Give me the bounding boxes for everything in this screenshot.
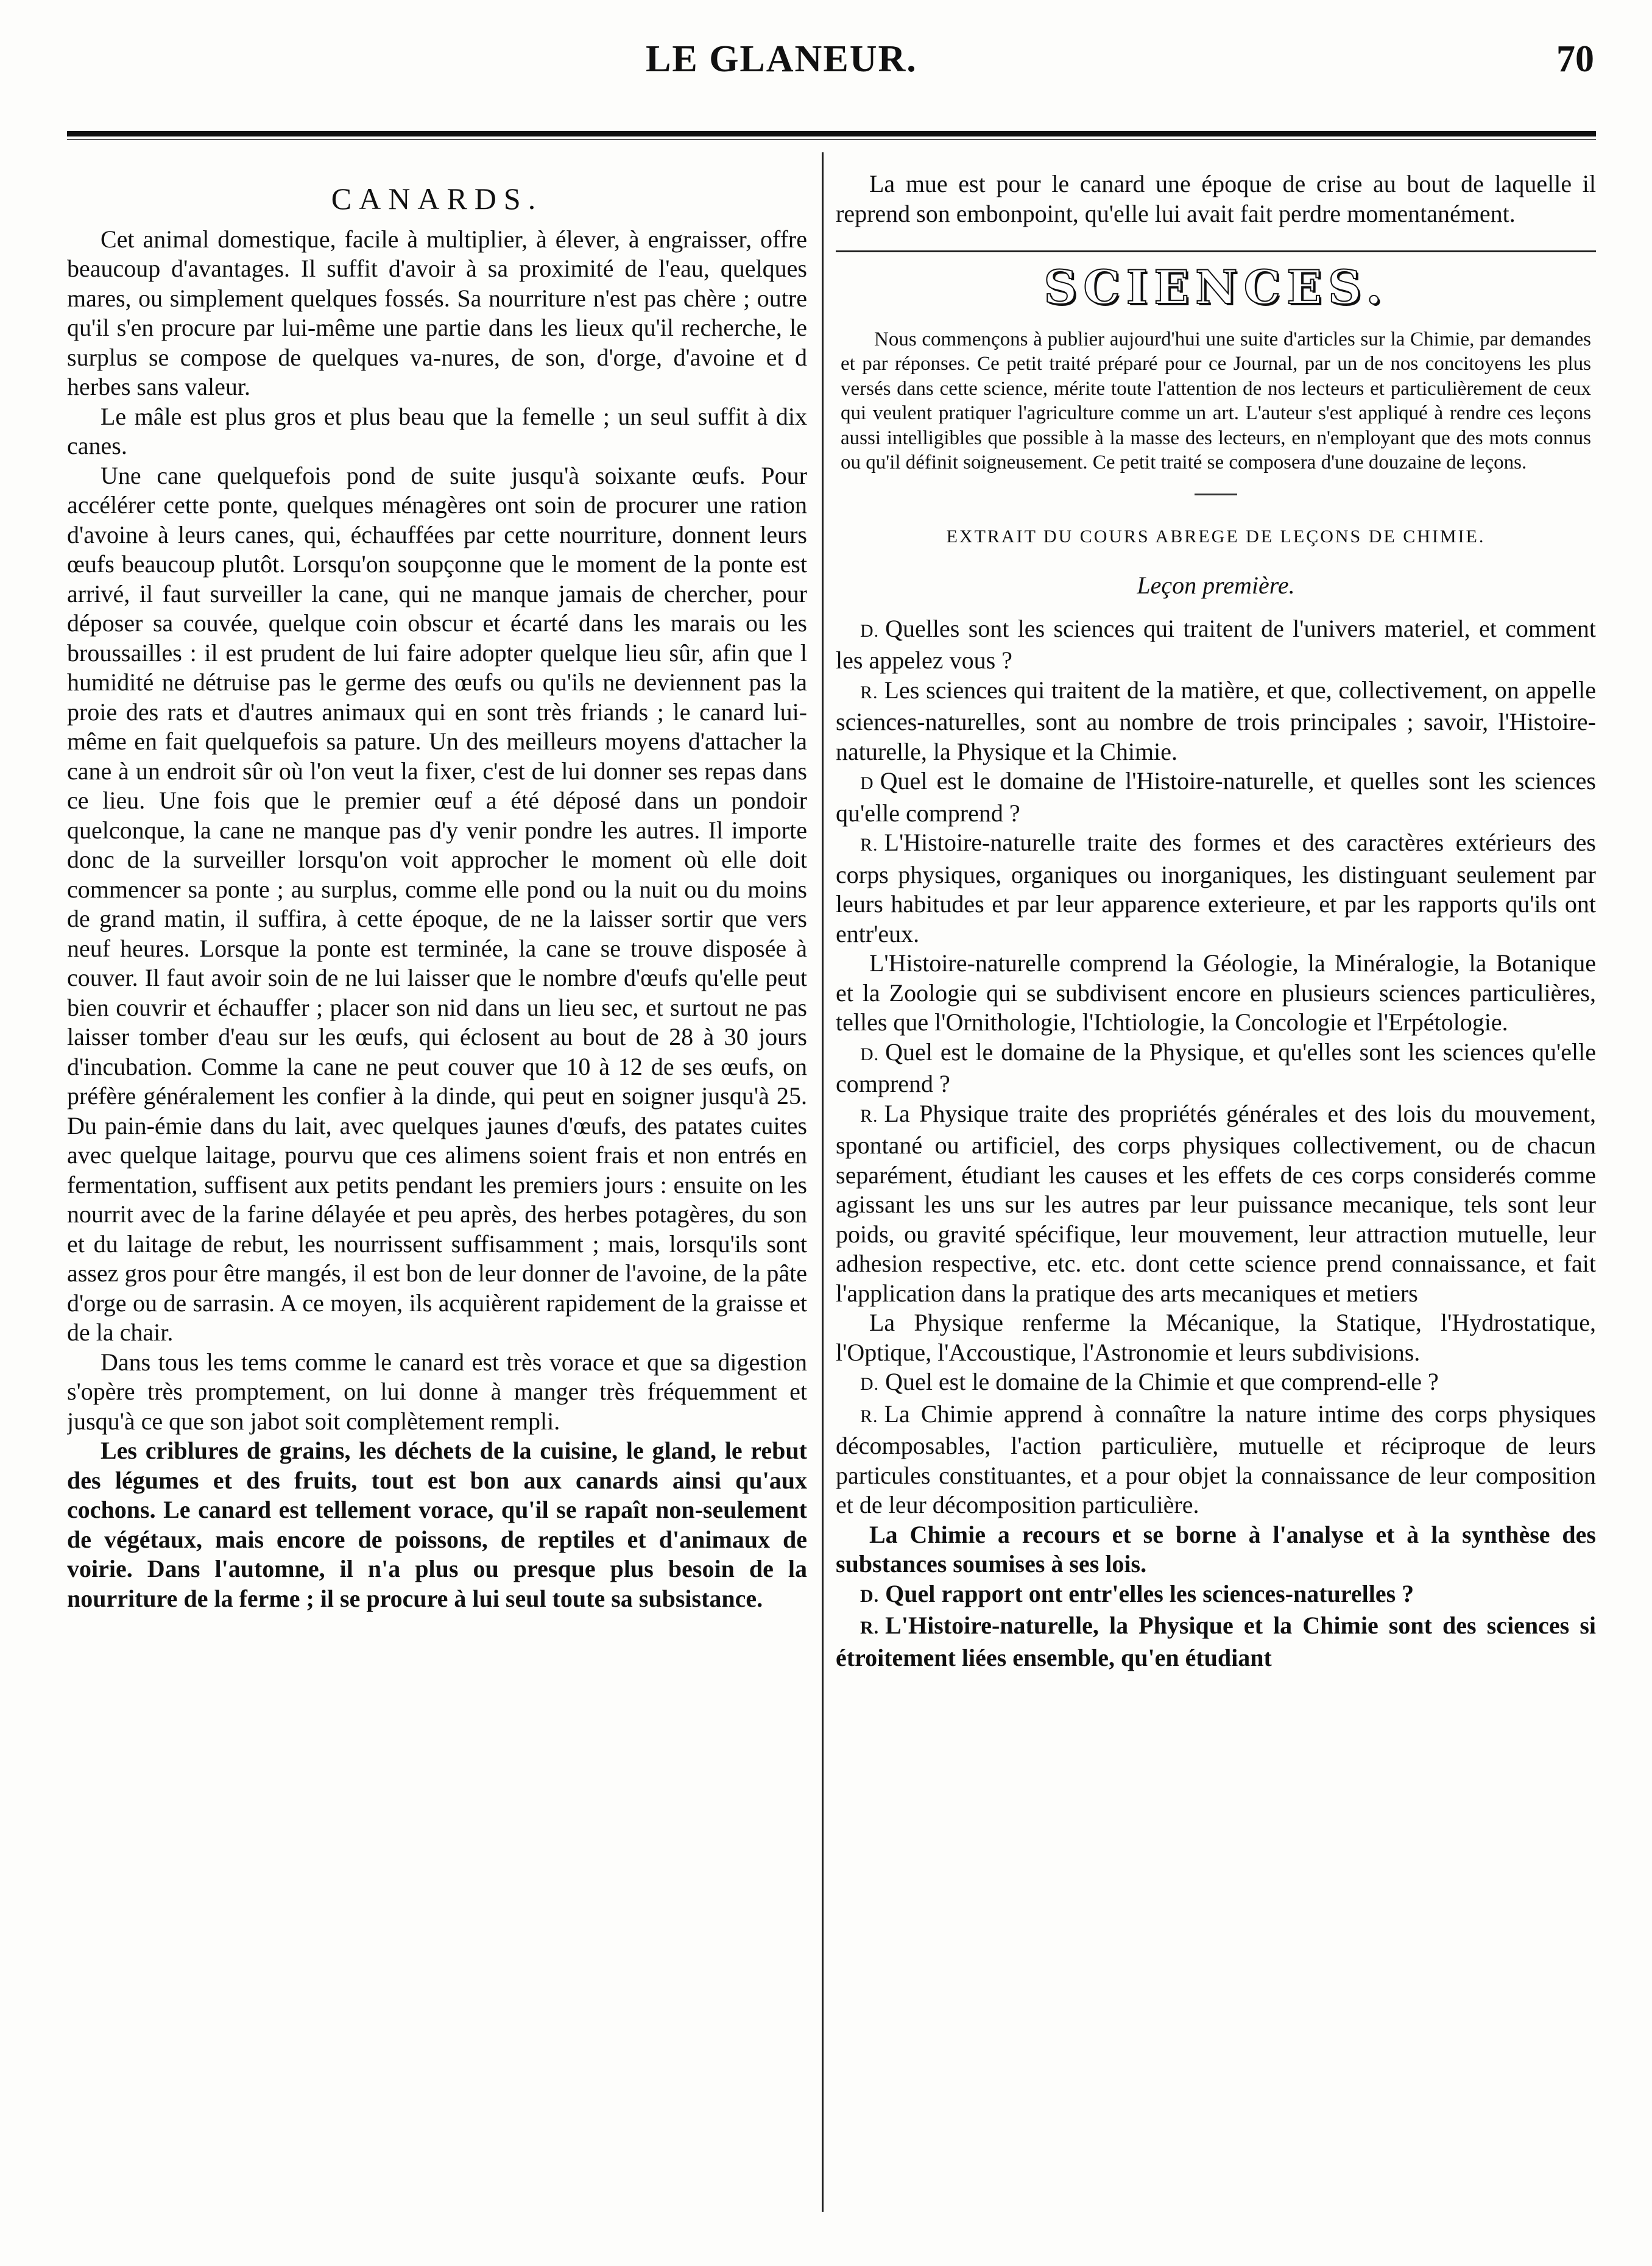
qa-entry — [836, 1400, 1596, 1520]
qa-text: Quel est le domaine de la Physique, et qu'elles sont les sciences qu'elle comprend ? — [836, 1038, 1596, 1097]
qa-text: La Physique traite des propriétés générales et des lois du mouvement, spontané ou artificiel, des corps physiques collectivement, ou de chacun separément, étudiant les causes et les effets de ces corps considerés comme agissant les uns sur les autres par leur puissance mecanique, tels sont leur poids, ou gravité spécifique, leur mouvement, leur attraction mutuelle, leur adhesion respective, etc. etc. dont cette science prend connaissance, et fait l'application dans la pratique des arts mecaniques et metiers — [836, 1099, 1596, 1307]
qa-text: Quel rapport ont entr'elles les sciences-naturelles ? — [885, 1579, 1414, 1607]
qa-entry — [836, 614, 1596, 676]
qa-entry — [836, 1520, 1596, 1579]
qa-entry — [836, 1367, 1596, 1400]
page-number: 70 — [1556, 38, 1594, 80]
masthead-title: LE GLANEUR. — [646, 38, 917, 80]
short-rule — [1195, 494, 1237, 495]
qa-entry — [836, 767, 1596, 828]
qa-entry — [836, 676, 1596, 767]
left-column — [67, 177, 807, 2212]
qa-mark: R. — [860, 682, 878, 703]
qa-text: La Chimie apprend à connaître la nature intime des corps physiques décomposables, l'action particulière, mutuelle et réciproque de leurs particules constituantes, et a pour objet la connaissance de leur composition et de leur décomposition particulière. — [836, 1400, 1596, 1518]
qa-entry — [836, 1038, 1596, 1099]
right-column — [836, 169, 1596, 2217]
qa-entry — [836, 1579, 1596, 1612]
qa-mark: R. — [860, 835, 878, 855]
qa-text: L'Histoire-naturelle comprend la Géologie, la Minéralogie, la Botanique et la Zoologie qui se subdivisent encore en plusieurs sciences particulières, telles que l'Ornithologie, l'Ichtiologie, la Concologie et l'Erpétologie. — [836, 949, 1596, 1036]
qa-mark: R. — [860, 1618, 880, 1638]
qa-entry — [836, 1099, 1596, 1309]
article-paragraph: Les criblures de grains, les déchets de la cuisine, le gland, le rebut des légumes et des fruits, tout est bon aux canards ainsi qu'aux cochons. Le canard est tellement vorace, qu'il se rapaît non-seulement de végétaux, mais encore de poissons, de reptiles et d'animaux de voirie. Dans l'automne, il n'a plus ou presque plus besoin de la nourriture de la ferme ; il se procure à lui seul toute sa subsistance. — [67, 1437, 807, 1612]
qa-text: La Chimie a recours et se borne à l'analyse et à la synthèse des substances soumises à ses lois. — [836, 1520, 1596, 1577]
article-paragraph: Le mâle est plus gros et plus beau que la femelle ; un seul suffit à dix canes. — [67, 402, 807, 459]
qa-text: L'Histoire-naturelle traite des formes et des caractères extérieurs des corps physiques, organiques ou inorganiques, les distinguant seulement par leurs habitudes et par leur apparence exterieure, et par les rapports qu'ils ont entr'eux. — [836, 829, 1596, 947]
qa-text: La Physique renferme la Mécanique, la Statique, l'Hydrostatique, l'Optique, l'Accoustique, l'Astronomie et leurs subdivisions. — [836, 1309, 1596, 1366]
qa-entry — [836, 828, 1596, 949]
article-title-canards: CANARDS. — [331, 182, 543, 216]
extract-title: EXTRAIT DU COURS ABREGE DE LEÇONS DE CHIMIE. — [946, 526, 1486, 547]
section-title-sciences: SCIENCES. — [1043, 260, 1388, 314]
article-paragraph: Une cane quelquefois pond de suite jusqu'à soixante œufs. Pour accélérer cette ponte, quelques ménagères ont soin de procurer une ration d'avoine à leurs canes, qui, échauffées par cette nourriture, donnent leurs œufs beaucoup plutôt. Lorsqu'on soupçonne que le moment de la ponte est arrivé, il faut surveiller la cane, qui ne manque jamais de chercher, pour déposer sa couvée, quelque coin obscur et écarté dans les marais ou les broussailles : il est prudent de lui faire adopter quelque lieu sûr, afin que l humidité ne détruise pas le germe des œufs ou qu'ils ne deviennent pas la proie des rats et d'autres animaux qui en sont très friands ; le canard lui-même en fait quelquefois sa pature. Un des meilleurs moyens d'attacher la cane à un endroit sûr où l'on veut la fixer, c'est de lui donner ses repas dans ce lieu. Une fois que le premier œuf a été déposé dans un pondoir quelconque, la cane ne manque pas d'y venir pondre les autres. Il importe donc de la surveiller lorsqu'on voit approcher le moment où elle doit commencer sa ponte ; au surplus, comme elle pond ou la nuit ou du moins de grand matin, il suffira, à cette époque, de ne la laisser sortir que vers neuf heures. Lorsque la ponte est terminée, la cane se trouve disposée à couver. Il faut avoir soin de ne lui laisser que le nombre d'œufs qu'elle peut bien couvrir et échauffer ; placer son nid dans un lieu sec, et surtout ne pas laisser tomber d'eau sur les œufs, qui éclosent au bout de 28 à 30 jours d'incubation. Comme la cane ne peut couver que 10 à 12 de ses œufs, on préfère généralement les confier à la dinde, qui peut en soigner jusqu'à 25. Du pain-émie dans du lait, avec quelques jaunes d'œufs, des patates cuites avec quelque laitage, pourvu que ces alimens soient frais et non entrés en fermentation, suffisent aux petits pendant les premiers jours : ensuite on les nourrit avec de la farine délayée et peu après, des herbes potagères, du son et du laitage de rebut, les nourrissent suffisamment ; mais, lorsqu'ils sont assez gros pour être mangés, il est bon de leur donner de l'avoine, de la pâte d'orge ou de sarrasin. A ce moyen, ils acquièrent rapidement de la graisse et de la chair. — [67, 461, 807, 1346]
sciences-intro: Nous commençons à publier aujourd'hui une suite d'articles sur la Chimie, par demandes et par réponses. Ce petit traité préparé pour ce Journal, par un de nos concitoyens les plus versés dans cette science, mérite toute l'attention de nos lecteurs et particulièrement de ceux qui veulent pratiquer l'agriculture comme un art. L'auteur s'est appliqué à rendre ces leçons aussi intelligibles que possible à la masse des lecteurs, en n'employant que des mots connus ou qu'il définit soigneusement. Ce petit traité se composera d'une douzaine de leçons. — [841, 328, 1591, 473]
qa-text: Les sciences qui traitent de la matière, et que, collectivement, on appelle sciences-naturelles, sont au nombre de trois principales ; savoir, l'Histoire-naturelle, la Physique et la Chimie. — [836, 676, 1596, 765]
continuation-paragraph: La mue est pour le canard une époque de crise au bout de laquelle il reprend son embonpoint, qu'elle lui avait fait perdre momentanément. — [836, 170, 1596, 227]
qa-text: Quel est le domaine de l'Histoire-naturelle, et quelles sont les sciences qu'elle comprend ? — [836, 767, 1596, 827]
qa-mark: R. — [860, 1105, 878, 1126]
section-rule — [836, 250, 1596, 252]
qa-mark: R. — [860, 1406, 878, 1426]
column-divider — [822, 152, 824, 2212]
qa-mark: D. — [860, 1585, 880, 1606]
qa-mark: D. — [860, 1044, 880, 1064]
qa-entry — [836, 1611, 1596, 1673]
qa-text: Quelles sont les sciences qui traitent de l'univers materiel, et comment les appelez vous ? — [836, 614, 1596, 674]
qa-mark: D — [860, 773, 874, 793]
lesson-title: Leçon première. — [1137, 572, 1295, 599]
qa-entry — [836, 949, 1596, 1038]
qa-mark: D. — [860, 1374, 880, 1394]
qa-mark: D. — [860, 620, 880, 641]
qa-text: Quel est le domaine de la Chimie et que comprend-elle ? — [885, 1368, 1439, 1395]
header-rule — [67, 131, 1596, 136]
qa-text: L'Histoire-naturelle, la Physique et la Chimie sont des sciences si étroitement liées ensemble, qu'en étudiant — [836, 1612, 1596, 1671]
article-paragraph: Cet animal domestique, facile à multiplier, à élever, à engraisser, offre beaucoup d'avantages. Il suffit d'avoir à sa proximité de l'eau, quelques mares, ou simplement quelques fossés. Sa nourriture n'est pas chère ; outre qu'il s'en procure par lui-même une partie dans les lieux qu'il recherche, le surplus se compose de quelques va-nures, de son, d'orge, d'avoine et d herbes sans valeur. — [67, 225, 807, 400]
qa-entry — [836, 1308, 1596, 1367]
header-rule-thin — [67, 139, 1596, 140]
article-paragraph: Dans tous les tems comme le canard est très vorace et que sa digestion s'opère très promptement, on lui donne à manger très fréquemment et jusqu'à ce que son jabot soit complètement rempli. — [67, 1348, 807, 1435]
